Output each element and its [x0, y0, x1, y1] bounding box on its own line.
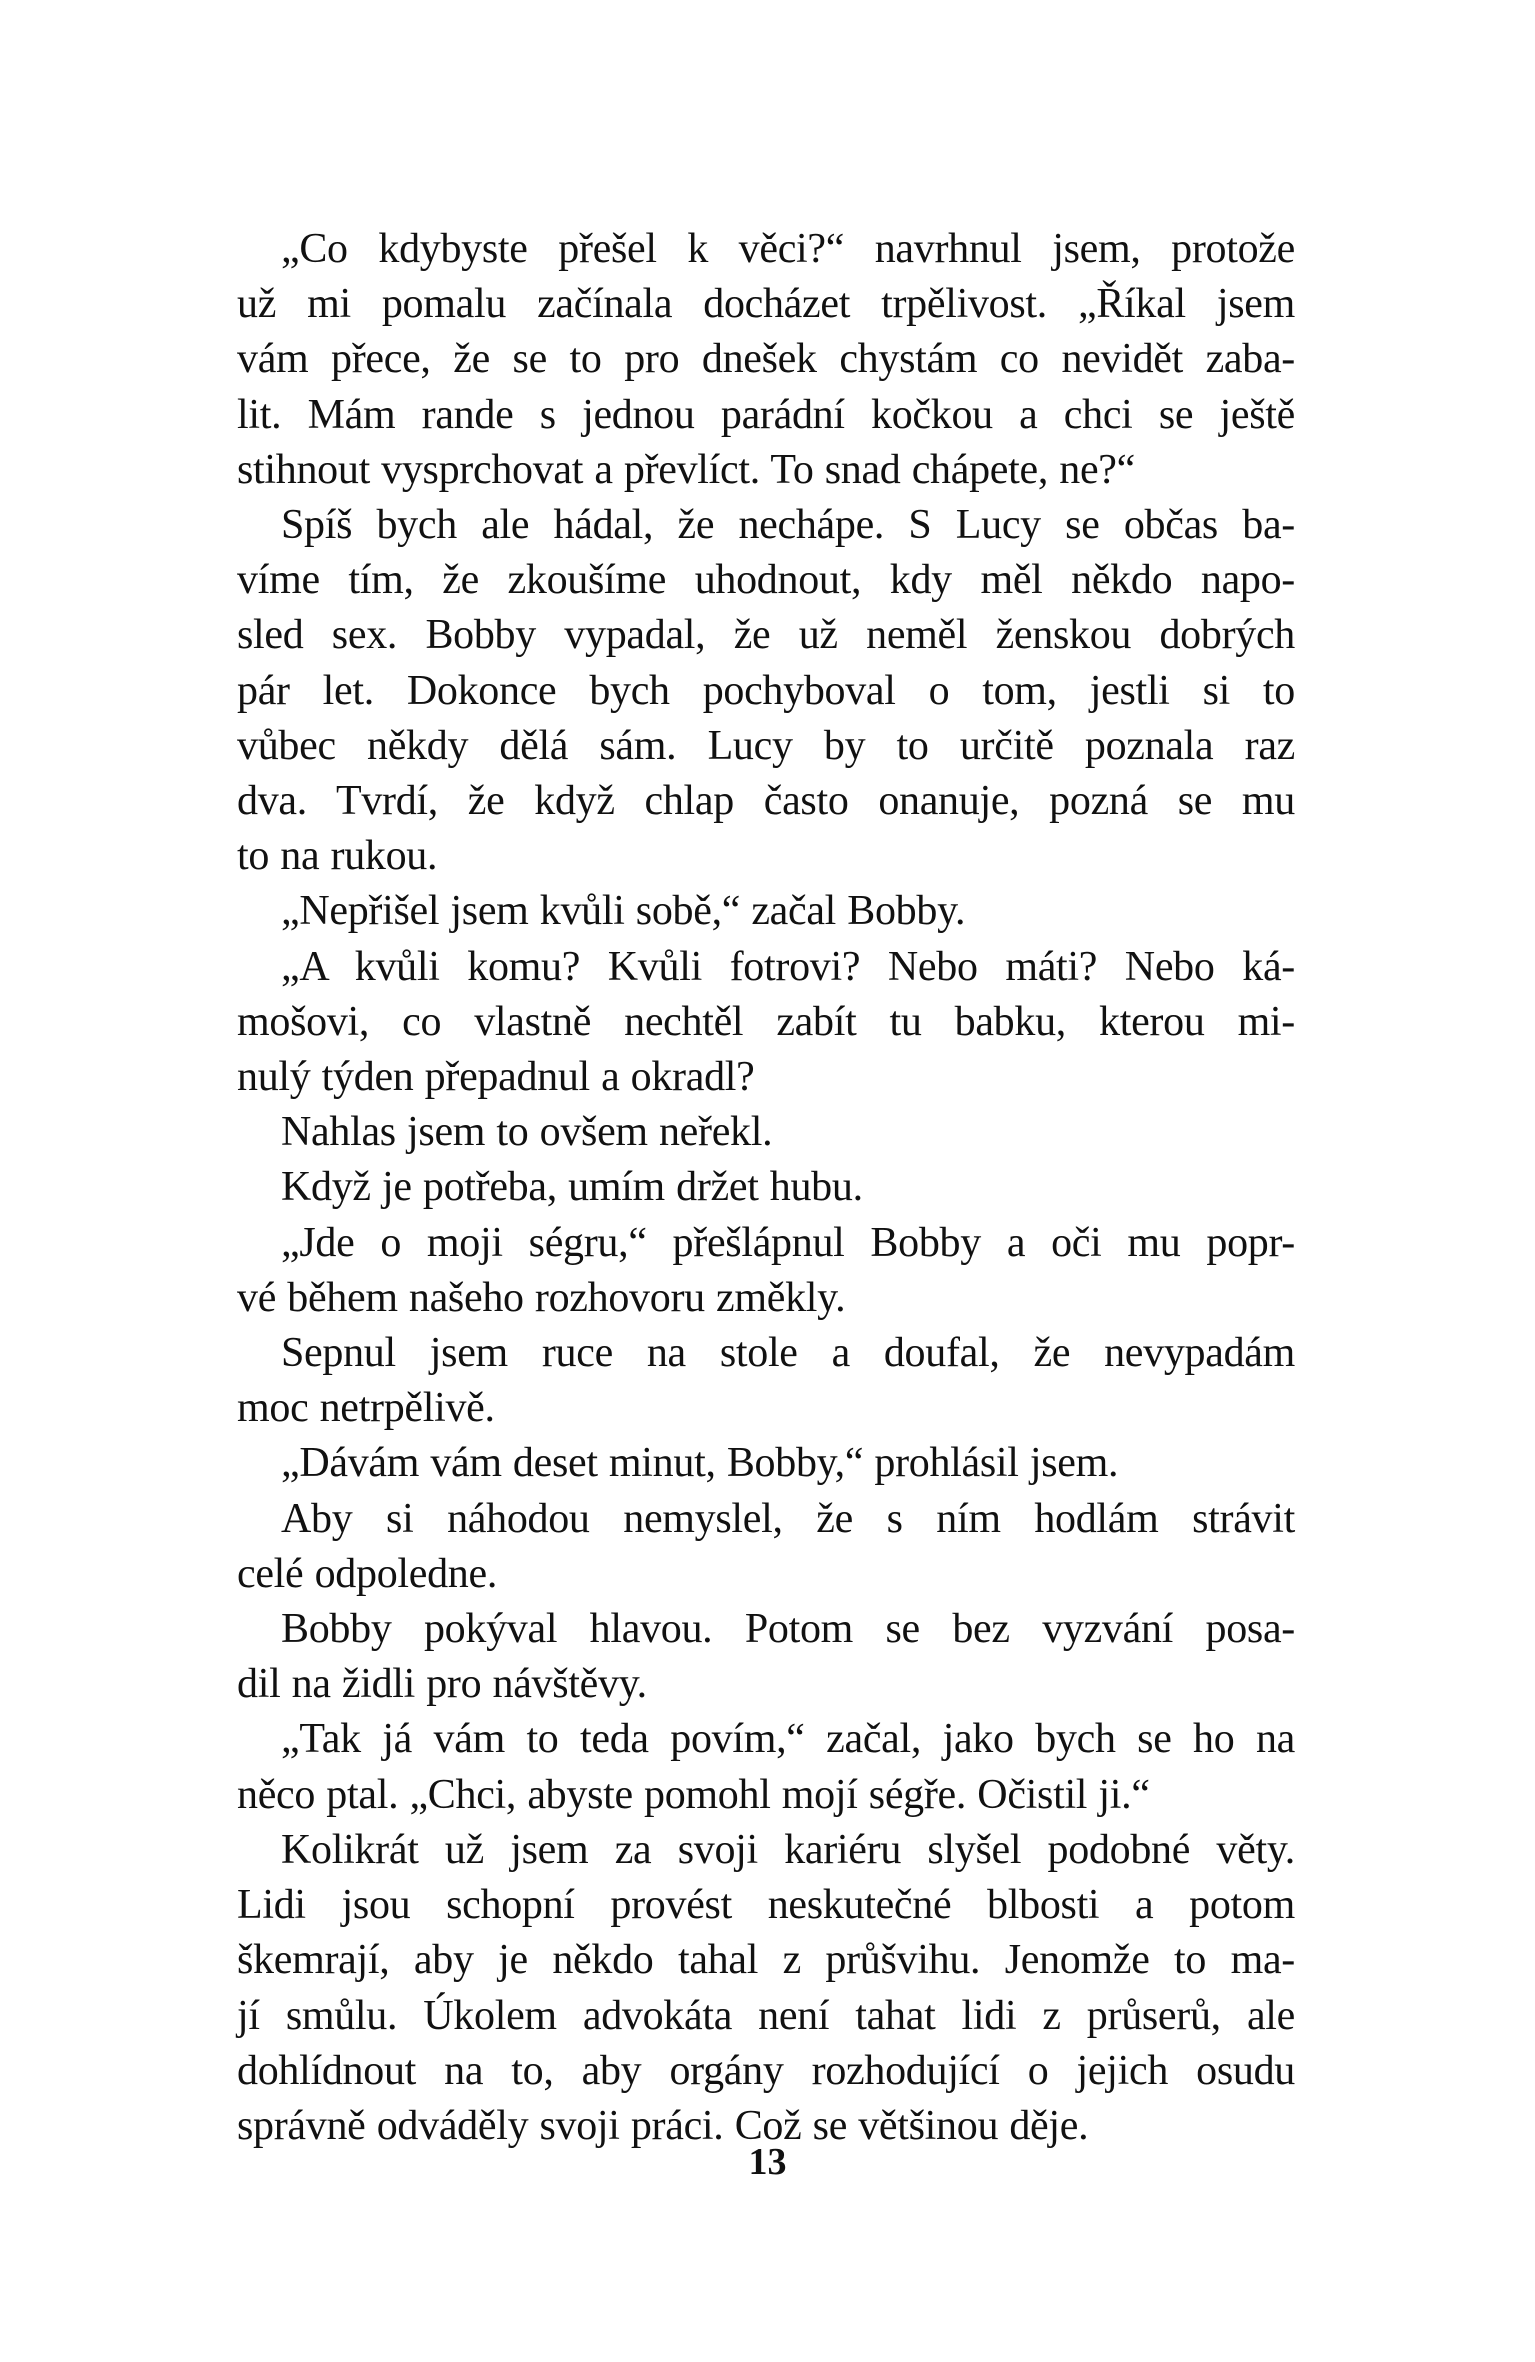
paragraph — [237, 222, 1295, 498]
text-line: „Dávám vám deset minut, Bobby,“ prohlásil jsem. — [281, 1440, 1119, 1487]
text-line: „Nepřišel jsem kvůli sobě,“ začal Bobby. — [281, 888, 966, 935]
paragraph — [237, 1492, 1295, 1602]
paragraph — [237, 1823, 1295, 2154]
paragraph — [237, 1216, 1295, 1326]
text-line: škemrají, aby je někdo tahal z průšvihu. Jenomže to ma- — [237, 1937, 1295, 1984]
paragraph — [237, 1105, 1295, 1160]
text-line: Když je potřeba, umím držet hubu. — [281, 1164, 863, 1211]
text-line: jí smůlu. Úkolem advokáta není tahat lidi z průserů, ale — [237, 1992, 1295, 2039]
text-line: vé během našeho rozhovoru změkly. — [237, 1274, 846, 1321]
text-line: Kolikrát už jsem za svoji kariéru slyšel podobné věty. — [281, 1826, 1295, 1873]
text-line: „Co kdybyste přešel k věci?“ navrhnul jsem, protože — [281, 226, 1295, 272]
text-line: něco ptal. „Chci, abyste pomohl mojí ségře. Očistil ji.“ — [237, 1771, 1150, 1818]
paragraph — [237, 498, 1295, 884]
paragraph — [237, 1160, 1295, 1215]
text-line: víme tím, že zkoušíme uhodnout, kdy měl někdo napo- — [237, 557, 1295, 604]
text-line: Nahlas jsem to ovšem neřekl. — [281, 1109, 773, 1156]
text-line: dva. Tvrdí, že když chlap často onanuje, pozná se mu — [237, 778, 1295, 825]
text-line: celé odpoledne. — [237, 1550, 498, 1597]
text-line: dil na židli pro návštěvy. — [237, 1661, 647, 1708]
paragraph — [237, 1602, 1295, 1712]
paragraph — [237, 1712, 1295, 1822]
text-line: nulý týden přepadnul a okradl? — [237, 1054, 755, 1101]
paragraph — [237, 884, 1295, 939]
text-line: moc netrpělivě. — [237, 1385, 495, 1432]
text-line: správně odváděly svoji práci. Což se většinou děje. — [237, 2102, 1089, 2149]
text-line: dohlídnout na to, aby orgány rozhodující o jejich osudu — [237, 2047, 1295, 2094]
text-line: to na rukou. — [237, 833, 438, 880]
text-line: vám přece, že se to pro dnešek chystám co nevidět zaba- — [237, 336, 1295, 383]
text-line: sled sex. Bobby vypadal, že už neměl ženskou dobrých — [237, 612, 1295, 659]
text-line: „Jde o moji ségru,“ přešlápnul Bobby a oči mu popr- — [281, 1219, 1295, 1266]
text-line: Spíš bych ale hádal, že nechápe. S Lucy se občas ba- — [281, 502, 1295, 549]
text-line: Aby si náhodou nemyslel, že s ním hodlám strávit — [281, 1495, 1295, 1542]
text-line: „A kvůli komu? Kvůli fotrovi? Nebo máti? Nebo ká- — [281, 943, 1295, 990]
paragraph — [237, 940, 1295, 1106]
paragraph — [237, 1436, 1295, 1491]
text-line: stihnout vysprchovat a převlíct. To snad chápete, ne?“ — [237, 446, 1135, 493]
text-line: lit. Mám rande s jednou parádní kočkou a chci se ještě — [237, 391, 1295, 438]
paragraph — [237, 1326, 1295, 1436]
text-line: „Tak já vám to teda povím,“ začal, jako bych se ho na — [281, 1716, 1295, 1763]
text-line: Lidi jsou schopní provést neskutečné blbosti a potom — [237, 1882, 1295, 1929]
body-text — [237, 222, 1295, 2154]
page-number: 13 — [748, 2141, 787, 2183]
text-line: vůbec někdy dělá sám. Lucy by to určitě poznala raz — [237, 722, 1295, 769]
text-line: mošovi, co vlastně nechtěl zabít tu babku, kterou mi- — [237, 998, 1295, 1045]
text-line: Sepnul jsem ruce na stole a doufal, že nevypadám — [281, 1330, 1295, 1377]
text-line: už mi pomalu začínala docházet trpělivost. „Říkal jsem — [237, 281, 1295, 328]
text-line: Bobby pokýval hlavou. Potom se bez vyzvání posa- — [281, 1606, 1295, 1653]
text-line: pár let. Dokonce bych pochyboval o tom, jestli si to — [237, 667, 1295, 714]
